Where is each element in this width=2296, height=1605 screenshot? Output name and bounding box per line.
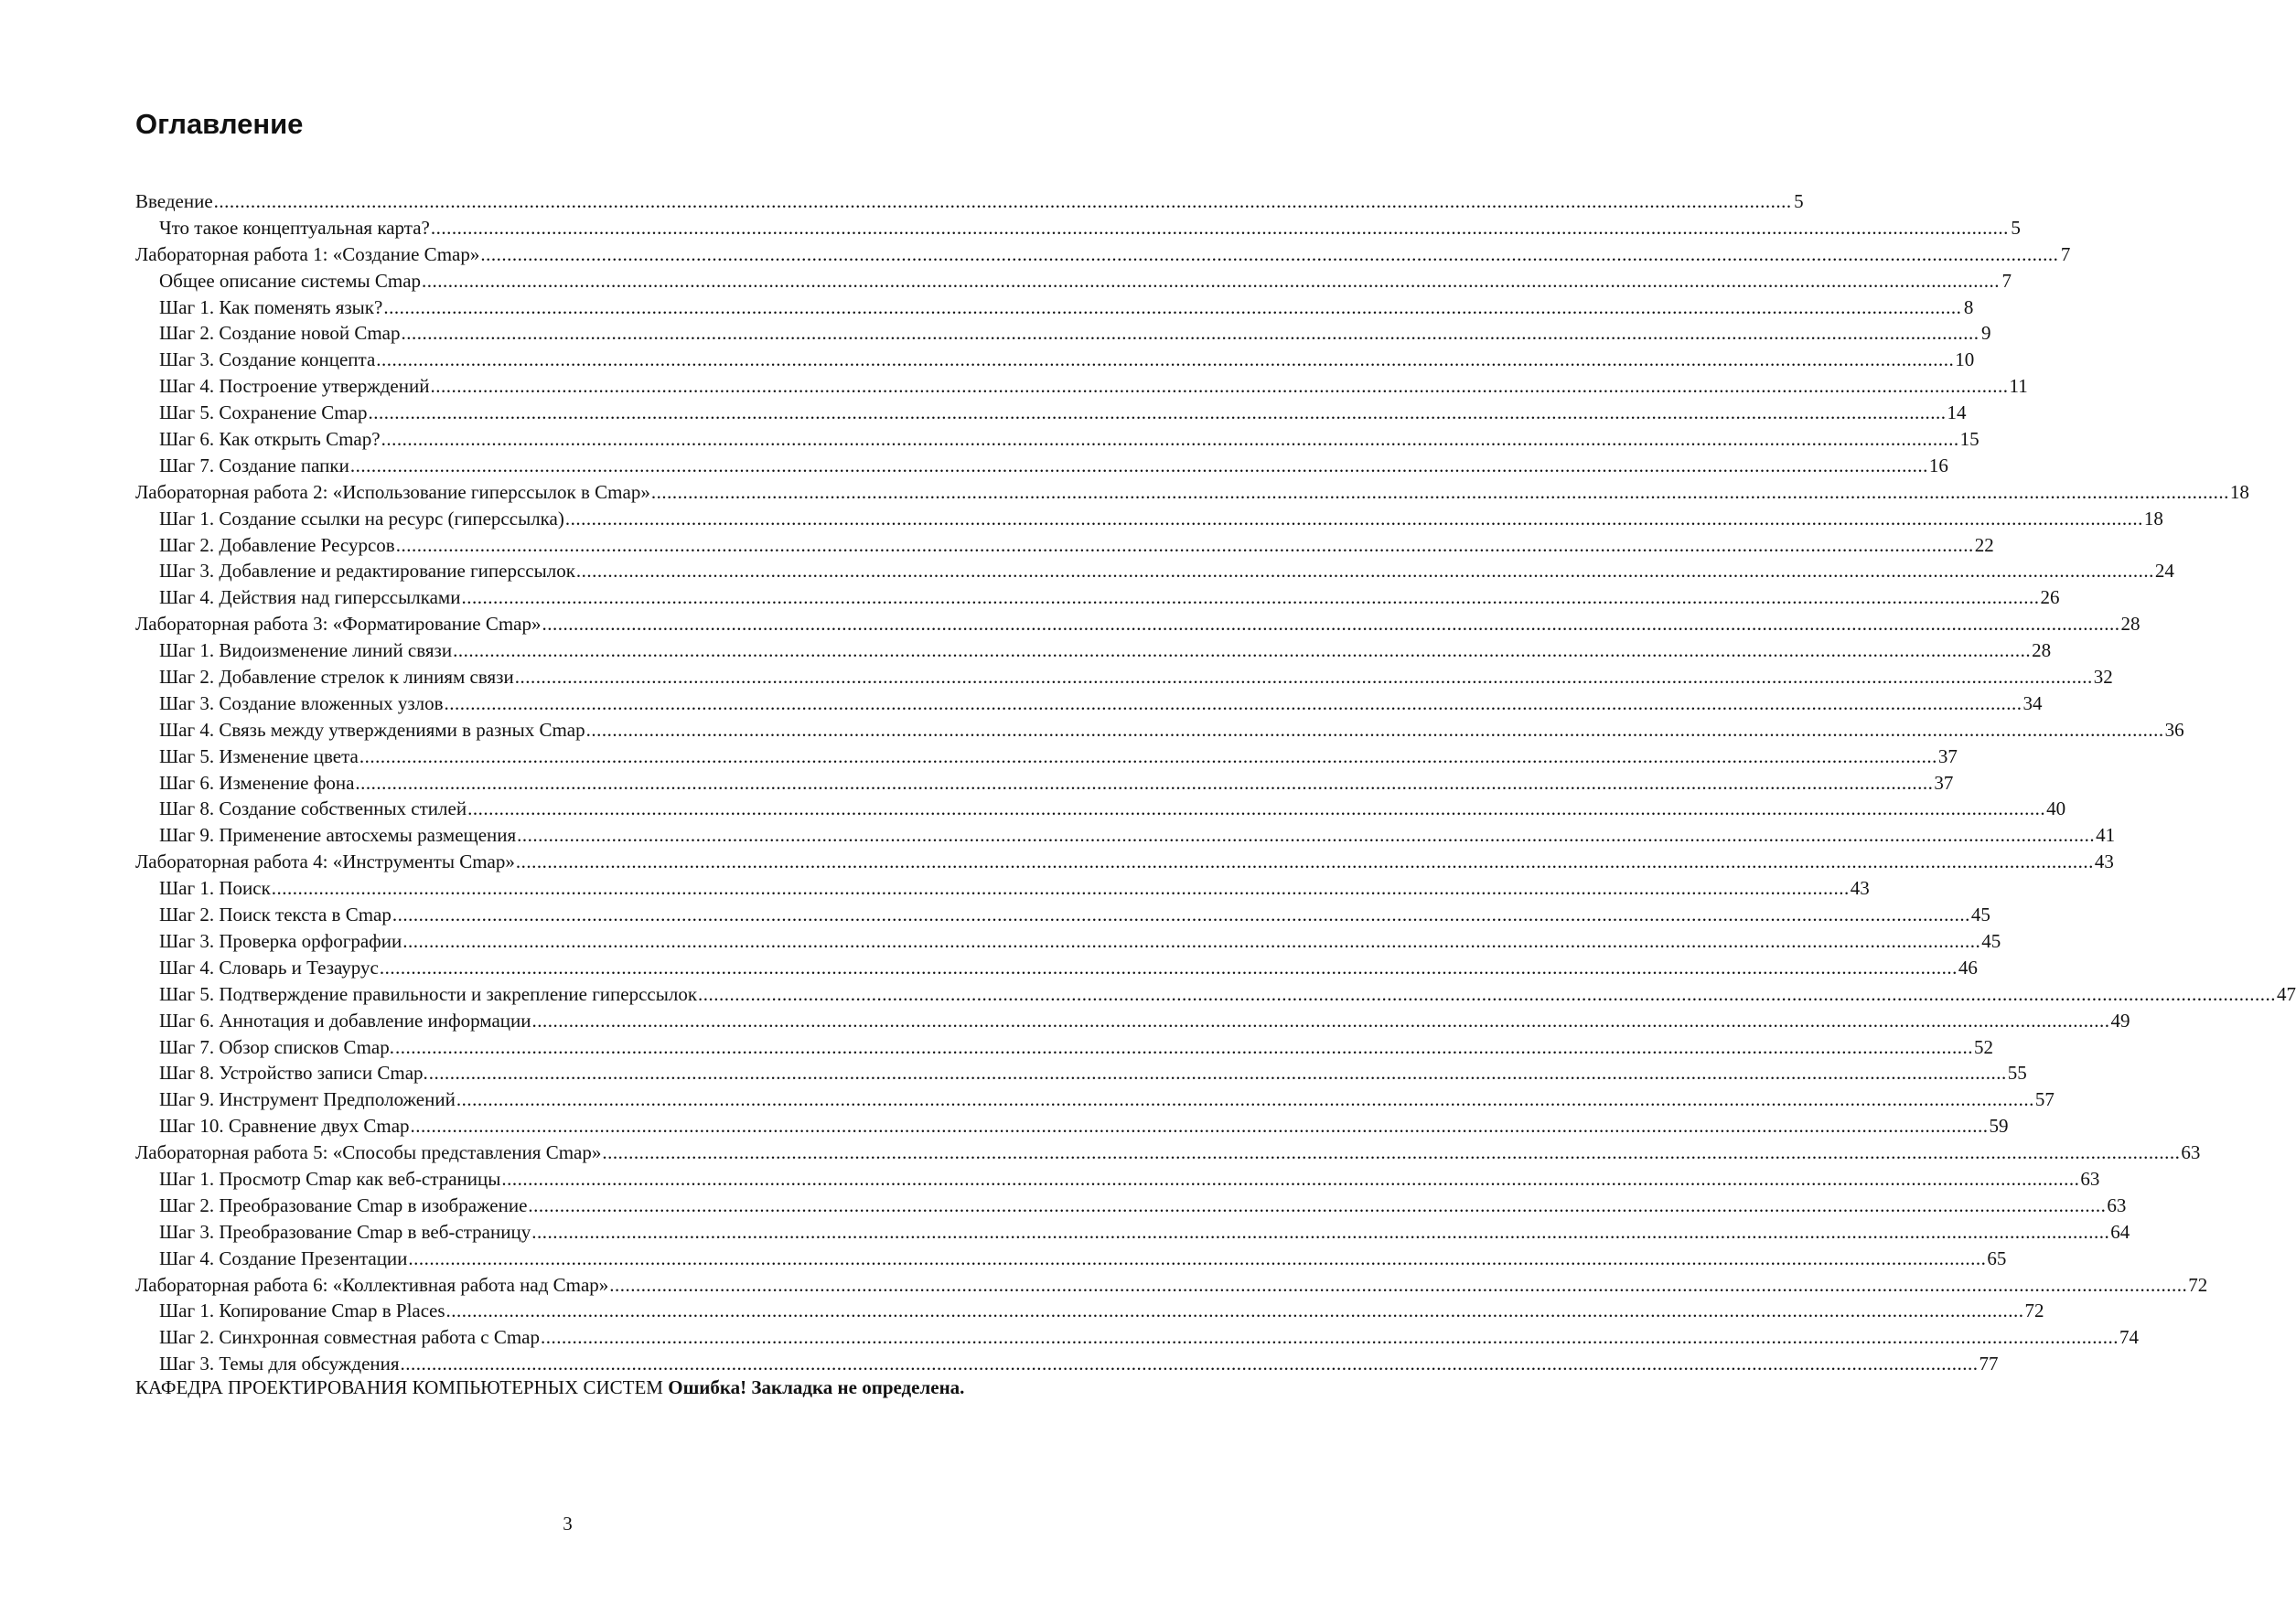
toc-entry-page-number: 72 (2024, 1300, 2044, 1322)
toc-entry-page-number: 5 (1794, 190, 1804, 212)
toc-entry-section[interactable] (135, 744, 1958, 770)
toc-entry-title: Шаг 2. Добавление Ресурсов (159, 533, 395, 556)
toc-entry-title: Лабораторная работа 5: «Способы представления Cmap» (135, 1141, 602, 1164)
toc-entry-section[interactable] (135, 1113, 2009, 1140)
toc-entry-page-number: 46 (1958, 956, 1978, 979)
toc-entry-section[interactable] (135, 1086, 2055, 1113)
toc-entry-page-number: 18 (2143, 507, 2163, 530)
toc-entry-section[interactable] (135, 1166, 2100, 1193)
toc-entry-chapter[interactable] (135, 611, 2140, 637)
dot-leader: ............................................................................................................................................................................................................................................................................................................ (428, 1062, 2007, 1085)
dot-leader: ............................................................................................................................................................................................................................................................................................................ (698, 982, 2277, 1005)
toc-entry-title: Шаг 4. Построение утверждений (159, 375, 430, 398)
toc-entry-page-number: 15 (1959, 428, 1979, 451)
toc-entry-chapter[interactable] (135, 188, 1804, 215)
toc-entry-title: Лабораторная работа 3: «Форматирование Cmap» (135, 613, 542, 636)
dot-leader: ............................................................................................................................................................................................................................................................................................................ (395, 533, 1974, 556)
toc-entry-title: Шаг 3. Темы для обсуждения (159, 1353, 400, 1375)
toc-entry-page-number: 57 (2034, 1088, 2055, 1111)
toc-entry-page-number: 41 (2096, 824, 2116, 847)
toc-entry-page-number: 16 (1928, 454, 1948, 476)
toc-entry-title: Шаг 2. Синхронная совместная работа с Cmap (159, 1326, 541, 1349)
toc-entry-page-number: 43 (2094, 851, 2114, 873)
dot-leader: ............................................................................................................................................................................................................................................................................................................ (541, 1326, 2119, 1349)
toc-entry-title: Шаг 4. Действия над гиперссылками (159, 586, 461, 609)
toc-entry-page-number: 11 (2009, 375, 2028, 398)
toc-entry-title: Шаг 1. Создание ссылки на ресурс (гиперссылка) (159, 507, 564, 530)
toc-entry-section[interactable] (135, 690, 2043, 717)
dot-leader: ............................................................................................................................................................................................................................................................................................................ (430, 216, 2009, 239)
toc-entry-title: Лабораторная работа 1: «Создание Cmap» (135, 242, 480, 265)
toc-entry-page-number: 18 (2229, 480, 2249, 503)
dot-leader: ............................................................................................................................................................................................................................................................................................................ (410, 1115, 1989, 1138)
toc-entry-section[interactable] (135, 637, 2052, 664)
toc-entry-page-number: 14 (1947, 401, 1967, 424)
toc-entry-title: Шаг 1. Видоизменение линий связи (159, 639, 453, 662)
dot-leader: ............................................................................................................................................................................................................................................................................................................ (368, 401, 1947, 424)
dot-leader: ............................................................................................................................................................................................................................................................................................................ (392, 904, 1970, 926)
toc-entry-page-number: 63 (2107, 1193, 2127, 1216)
dot-leader: ............................................................................................................................................................................................................................................................................................................ (585, 718, 2164, 741)
toc-entry-title: Шаг 1. Поиск (159, 877, 271, 900)
toc-entry-chapter[interactable] (135, 1140, 2201, 1166)
toc-entry-title: Шаг 8. Устройство записи Cmap. (159, 1062, 428, 1085)
toc-entry-page-number: 32 (2093, 666, 2113, 689)
dot-leader: ............................................................................................................................................................................................................................................................................................................ (517, 824, 2096, 847)
toc-entry-page-number: 47 (2277, 982, 2296, 1005)
toc-entry-page-number: 10 (1955, 348, 1975, 371)
toc-entry-section[interactable] (135, 1193, 2127, 1219)
toc-entry-page-number: 49 (2110, 1009, 2130, 1032)
toc-entry-title: Шаг 2. Создание новой Cmap (159, 322, 401, 345)
dot-leader: ............................................................................................................................................................................................................................................................................................................ (445, 1300, 2024, 1322)
dot-leader: ............................................................................................................................................................................................................................................................................................................ (531, 1009, 2110, 1032)
toc-entry-title: Шаг 7. Обзор списков Cmap. (159, 1035, 394, 1058)
toc-entry-title: Что такое концептуальная карта? (159, 216, 430, 239)
toc-entry-section[interactable] (135, 1246, 2007, 1272)
dot-leader: ............................................................................................................................................................................................................................................................................................................ (376, 348, 1955, 371)
dot-leader: ............................................................................................................................................................................................................................................................................................................ (602, 1141, 2181, 1164)
toc-entry-title: Лабораторная работа 4: «Инструменты Cmap» (135, 851, 515, 873)
toc-entry-section[interactable] (135, 268, 2012, 294)
toc-entry-chapter[interactable] (135, 1272, 2208, 1299)
toc-entry-section[interactable] (135, 532, 1994, 559)
dot-leader: ............................................................................................................................................................................................................................................................................................................ (381, 428, 1959, 451)
toc-entry-title: Шаг 3. Создание концепта (159, 348, 376, 371)
toc-entry-department[interactable] (135, 1375, 1006, 1401)
toc-entry-title: Шаг 9. Применение автосхемы размещения (159, 824, 517, 847)
toc-entry-title: Шаг 6. Аннотация и добавление информации (159, 1009, 531, 1032)
dot-leader: ............................................................................................................................................................................................................................................................................................................ (349, 454, 1928, 476)
dot-leader: ............................................................................................................................................................................................................................................................................................................ (394, 1035, 1973, 1058)
toc-entry-section[interactable] (135, 717, 2184, 744)
toc-entry-page-number: 40 (2046, 797, 2066, 820)
dot-leader: ............................................................................................................................................................................................................................................................................................................ (528, 1193, 2107, 1216)
toc-entry-section[interactable] (135, 426, 1979, 453)
toc-entry-section[interactable] (135, 1060, 2027, 1086)
toc-entry-section[interactable] (135, 584, 2060, 611)
toc-entry-page-number: 74 (2119, 1326, 2140, 1349)
toc-entry-page-number: 77 (1979, 1353, 1999, 1375)
toc-entry-section[interactable] (135, 664, 2113, 690)
toc-entry-title: Общее описание системы Cmap (159, 269, 422, 292)
toc-entry-page-number: 5 (2011, 216, 2021, 239)
toc-entry-page-number: 37 (1934, 771, 1954, 794)
dot-leader: ............................................................................................................................................................................................................................................................................................................ (400, 1353, 1979, 1375)
toc-entry-page-number: 37 (1937, 744, 1958, 767)
dot-leader: ............................................................................................................................................................................................................................................................................................................ (501, 1167, 2080, 1190)
toc-entry-title: Шаг 10. Сравнение двух Cmap (159, 1115, 410, 1138)
toc-entry-page-number: 52 (1973, 1035, 1993, 1058)
toc-entry-title: Шаг 2. Поиск текста в Cmap (159, 904, 392, 926)
toc-entry-section[interactable] (135, 400, 1967, 426)
bookmark-error-text: Ошибка! Закладка не определена. (668, 1376, 965, 1398)
toc-entry-title: Шаг 4. Создание Презентации (159, 1247, 408, 1269)
toc-entry-title: Введение (135, 190, 213, 212)
toc-entry-page-number: 64 (2110, 1220, 2130, 1243)
dot-leader: ............................................................................................................................................................................................................................................................................................................ (514, 666, 2093, 689)
dot-leader: ............................................................................................................................................................................................................................................................................................................ (515, 851, 2094, 873)
dot-leader: ............................................................................................................................................................................................................................................................................................................ (453, 639, 2032, 662)
toc-entry-page-number: 34 (2022, 691, 2043, 714)
toc-entry-title: Лабораторная работа 2: «Использование гиперссылок в Cmap» (135, 480, 650, 503)
dot-leader: ............................................................................................................................................................................................................................................................................................................ (609, 1273, 2188, 1296)
toc-entry-page-number: 8 (1963, 295, 1974, 318)
page-title: Оглавление (135, 108, 304, 140)
dot-leader: ............................................................................................................................................................................................................................................................................................................ (355, 771, 1934, 794)
dot-leader: ............................................................................................................................................................................................................................................................................................................ (467, 797, 2046, 820)
dot-leader: ............................................................................................................................................................................................................................................................................................................ (408, 1247, 1987, 1269)
toc-entry-section[interactable] (135, 1008, 2130, 1034)
toc-entry-page-number: 43 (1850, 877, 1870, 900)
toc-entry-title: Шаг 4. Связь между утверждениями в разных Cmap (159, 718, 585, 741)
toc-entry-title: КАФЕДРА ПРОЕКТИРОВАНИЯ КОМПЬЮТЕРНЫХ СИСТЕМ (135, 1376, 663, 1398)
toc-entry-section[interactable] (135, 928, 2001, 955)
dot-leader: ............................................................................................................................................................................................................................................................................................................ (444, 691, 2022, 714)
toc-entry-page-number: 28 (2032, 639, 2052, 662)
dot-leader: ............................................................................................................................................................................................................................................................................................................ (542, 613, 2120, 636)
toc-entry-page-number: 24 (2154, 560, 2174, 583)
toc-entry-page-number: 55 (2007, 1062, 2027, 1085)
toc-entry-title: Шаг 6. Как открыть Cmap? (159, 428, 381, 451)
dot-leader: ............................................................................................................................................................................................................................................................................................................ (461, 586, 2040, 609)
toc-entry-page-number: 65 (1987, 1247, 2007, 1269)
toc-entry-section[interactable] (135, 1324, 2140, 1351)
toc-entry-section[interactable] (135, 770, 1954, 797)
toc-entry-section[interactable] (135, 875, 1870, 902)
dot-leader: ............................................................................................................................................................................................................................................................................................................ (430, 375, 2009, 398)
toc-entry-section[interactable] (135, 796, 2066, 822)
dot-leader: ............................................................................................................................................................................................................................................................................................................ (401, 322, 1979, 345)
toc-entry-section[interactable] (135, 215, 2021, 241)
toc-entry-chapter[interactable] (135, 241, 2071, 268)
toc-entry-section[interactable] (135, 347, 1975, 373)
dot-leader: ............................................................................................................................................................................................................................................................................................................ (575, 560, 2154, 583)
toc-entry-section[interactable] (135, 506, 2163, 532)
toc-entry-section[interactable] (135, 373, 2028, 400)
toc-entry-title: Шаг 1. Просмотр Cmap как веб-страницы (159, 1167, 501, 1190)
toc-entry-title: Шаг 2. Добавление стрелок к линиям связи (159, 666, 514, 689)
toc-entry-section[interactable] (135, 1034, 1993, 1061)
toc-entry-page-number: 45 (1981, 929, 2001, 952)
toc-entry-section[interactable] (135, 1298, 2044, 1324)
toc-entry-page-number: 9 (1981, 322, 1991, 345)
dot-leader: ............................................................................................................................................................................................................................................................................................................ (359, 744, 1937, 767)
dot-leader: ............................................................................................................................................................................................................................................................................................................ (402, 929, 1981, 952)
dot-leader: ............................................................................................................................................................................................................................................................................................................ (422, 269, 2001, 292)
toc-entry-section[interactable] (135, 558, 2174, 584)
toc-entry-section[interactable] (135, 955, 1978, 981)
page-number: 3 (563, 1513, 573, 1535)
toc-entry-section[interactable] (135, 320, 1991, 347)
toc-entry-page-number: 59 (1989, 1115, 2009, 1138)
toc-entry-chapter[interactable] (135, 479, 2249, 506)
toc-entry-page-number: 63 (2080, 1167, 2100, 1190)
dot-leader: ............................................................................................................................................................................................................................................................................................................ (383, 295, 1962, 318)
toc-entry-title: Шаг 3. Добавление и редактирование гиперссылок (159, 560, 575, 583)
toc-entry-section[interactable] (135, 981, 2296, 1008)
toc-entry-title: Шаг 8. Создание собственных стилей (159, 797, 467, 820)
toc-entry-page-number: 7 (2001, 269, 2012, 292)
dot-leader: ............................................................................................................................................................................................................................................................................................................ (379, 956, 1958, 979)
toc-entry-page-number: 28 (2120, 613, 2140, 636)
toc-entry-page-number: 72 (2188, 1273, 2208, 1296)
toc-entry-title: Шаг 3. Преобразование Cmap в веб-страницу (159, 1220, 531, 1243)
toc-entry-title: Шаг 6. Изменение фона (159, 771, 355, 794)
toc-entry-page-number: 22 (1974, 533, 1994, 556)
toc-entry-title: Шаг 3. Создание вложенных узлов (159, 691, 444, 714)
dot-leader: ............................................................................................................................................................................................................................................................................................................ (480, 242, 2059, 265)
toc-entry-title: Шаг 1. Как поменять язык? (159, 295, 383, 318)
dot-leader: ............................................................................................................................................................................................................................................................................................................ (564, 507, 2143, 530)
toc-entry-title: Шаг 5. Подтверждение правильности и закрепление гиперссылок (159, 982, 698, 1005)
toc-entry-page-number: 7 (2060, 242, 2071, 265)
toc-entry-title: Шаг 4. Словарь и Тезаурус (159, 956, 379, 979)
dot-leader: ............................................................................................................................................................................................................................................................................................................ (271, 877, 1850, 900)
toc-entry-title: Шаг 7. Создание папки (159, 454, 349, 476)
dot-leader: ............................................................................................................................................................................................................................................................................................................ (213, 190, 1792, 212)
toc-entry-page-number: 45 (1970, 904, 1990, 926)
dot-leader: ............................................................................................................................................................................................................................................................................................................ (531, 1220, 2110, 1243)
toc-entry-page-number: 26 (2040, 586, 2060, 609)
toc-entry-section[interactable] (135, 822, 2116, 849)
toc-entry-title: Шаг 2. Преобразование Cmap в изображение (159, 1193, 528, 1216)
toc-entry-section[interactable] (135, 902, 1990, 928)
toc-entry-title: Шаг 9. Инструмент Предположений (159, 1088, 456, 1111)
toc-entry-title: Лабораторная работа 6: «Коллективная работа над Cmap» (135, 1273, 609, 1296)
toc-entry-section[interactable] (135, 453, 1948, 479)
toc-entry-title: Шаг 1. Копирование Cmap в Places (159, 1300, 445, 1322)
toc-entry-section[interactable] (135, 1219, 2130, 1246)
toc-entry-page-number: 63 (2181, 1141, 2201, 1164)
toc-entry-section[interactable] (135, 294, 1974, 321)
dot-leader: ............................................................................................................................................................................................................................................................................................................ (456, 1088, 2034, 1111)
dot-leader: ............................................................................................................................................................................................................................................................................................................ (650, 480, 2229, 503)
table-of-contents (135, 188, 2296, 1377)
toc-entry-title: Шаг 5. Изменение цвета (159, 744, 359, 767)
toc-entry-page-number: 36 (2164, 718, 2184, 741)
toc-entry-chapter[interactable] (135, 849, 2114, 875)
toc-entry-section[interactable] (135, 1351, 1999, 1377)
toc-entry-title: Шаг 5. Сохранение Cmap (159, 401, 368, 424)
toc-entry-title: Шаг 3. Проверка орфографии (159, 929, 402, 952)
